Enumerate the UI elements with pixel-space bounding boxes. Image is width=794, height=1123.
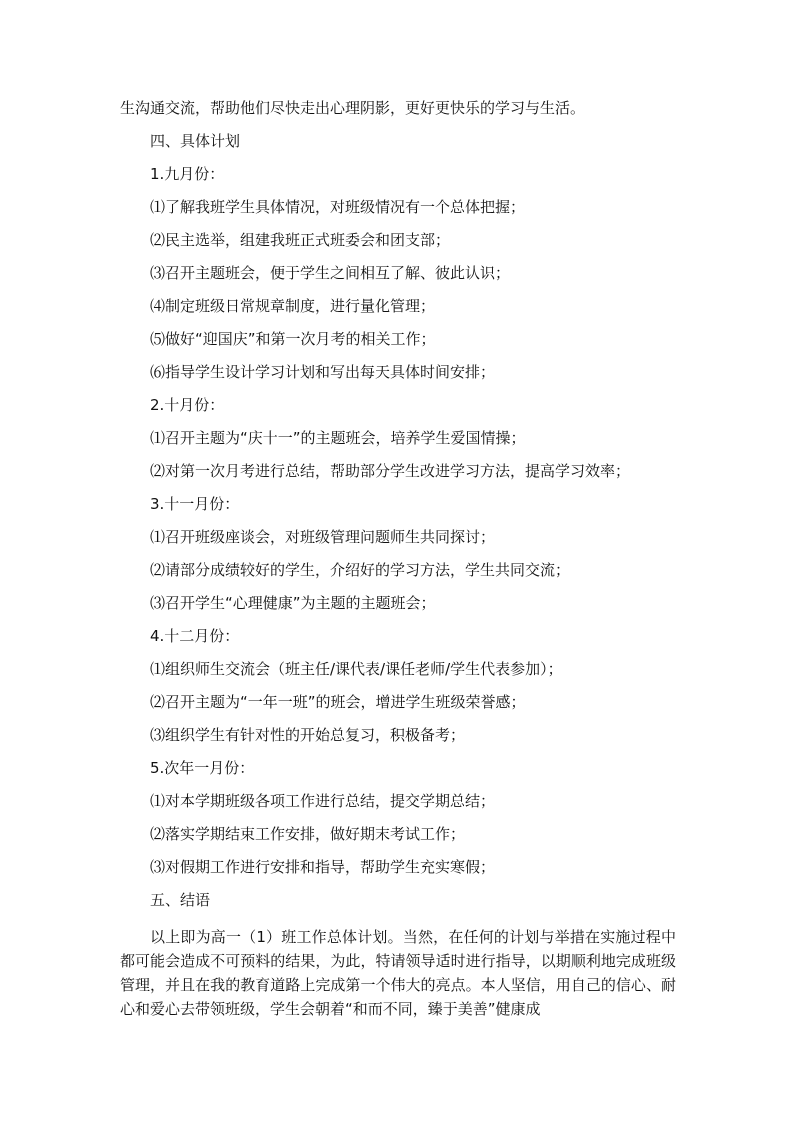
list-item: ⑵民主选举，组建我班正式班委会和团支部；	[150, 231, 451, 249]
list-item: ⑸做好“迎国庆”和第一次月考的相关工作；	[150, 330, 436, 348]
list-item: ⑵对第一次月考进行总结，帮助部分学生改进学习方法，提高学习效率；	[150, 462, 631, 480]
list-item: ⑶对假期工作进行安排和指导，帮助学生充实寒假；	[150, 858, 496, 876]
list-item: ⑶组织学生有针对性的开始总复习，积极备考；	[150, 726, 466, 744]
list-item: ⑴对本学期班级各项工作进行总结，提交学期总结；	[150, 792, 496, 810]
list-item: ⑵落实学期结束工作安排，做好期末考试工作；	[150, 825, 466, 843]
list-item: ⑹指导学生设计学习计划和写出每天具体时间安排；	[150, 363, 496, 381]
list-item: ⑴了解我班学生具体情况，对班级情况有一个总体把握；	[150, 198, 526, 216]
month-heading: 3.十一月份：	[150, 495, 240, 513]
closing-paragraph: 以上即为高一（1）班工作总体计划。当然，在任何的计划与举措在实施过程中都可能会造成不可预料的结果，为此，特请领导适时进行指导，以期顺利地完成班级管理，并且在我的教育道路上完成第一个伟大的亮点。本人坚信，用自己的信心、耐心和爱心去带领班级，学生会朝着“和而不同，臻于美善”健康成	[120, 928, 676, 1018]
month-heading: 5.次年一月份：	[150, 759, 255, 777]
text-line: 生沟通交流，帮助他们尽快走出心理阴影，更好更快乐的学习与生活。	[120, 99, 586, 117]
list-item: ⑶召开学生“心理健康”为主题的主题班会；	[150, 594, 436, 612]
list-item: ⑴召开班级座谈会，对班级管理问题师生共同探讨；	[150, 528, 496, 546]
list-item: ⑵请部分成绩较好的学生，介绍好的学习方法，学生共同交流；	[150, 561, 571, 579]
list-item: ⑴组织师生交流会（班主任/课代表/课任老师/学生代表参加）；	[150, 660, 563, 678]
list-item: ⑶召开主题班会，便于学生之间相互了解、彼此认识；	[150, 264, 511, 282]
month-heading: 1.九月份：	[150, 165, 225, 183]
month-heading: 4.十二月份：	[150, 627, 240, 645]
list-item: ⑵召开主题为“一年一班”的班会，增进学生班级荣誉感；	[150, 693, 526, 711]
list-item: ⑷制定班级日常规章制度，进行量化管理；	[150, 297, 436, 315]
section-heading: 五、结语	[150, 891, 211, 909]
section-heading: 四、具体计划	[150, 132, 241, 150]
month-heading: 2.十月份：	[150, 396, 225, 414]
list-item: ⑴召开主题为“庆十一”的主题班会，培养学生爱国情操；	[150, 429, 526, 447]
